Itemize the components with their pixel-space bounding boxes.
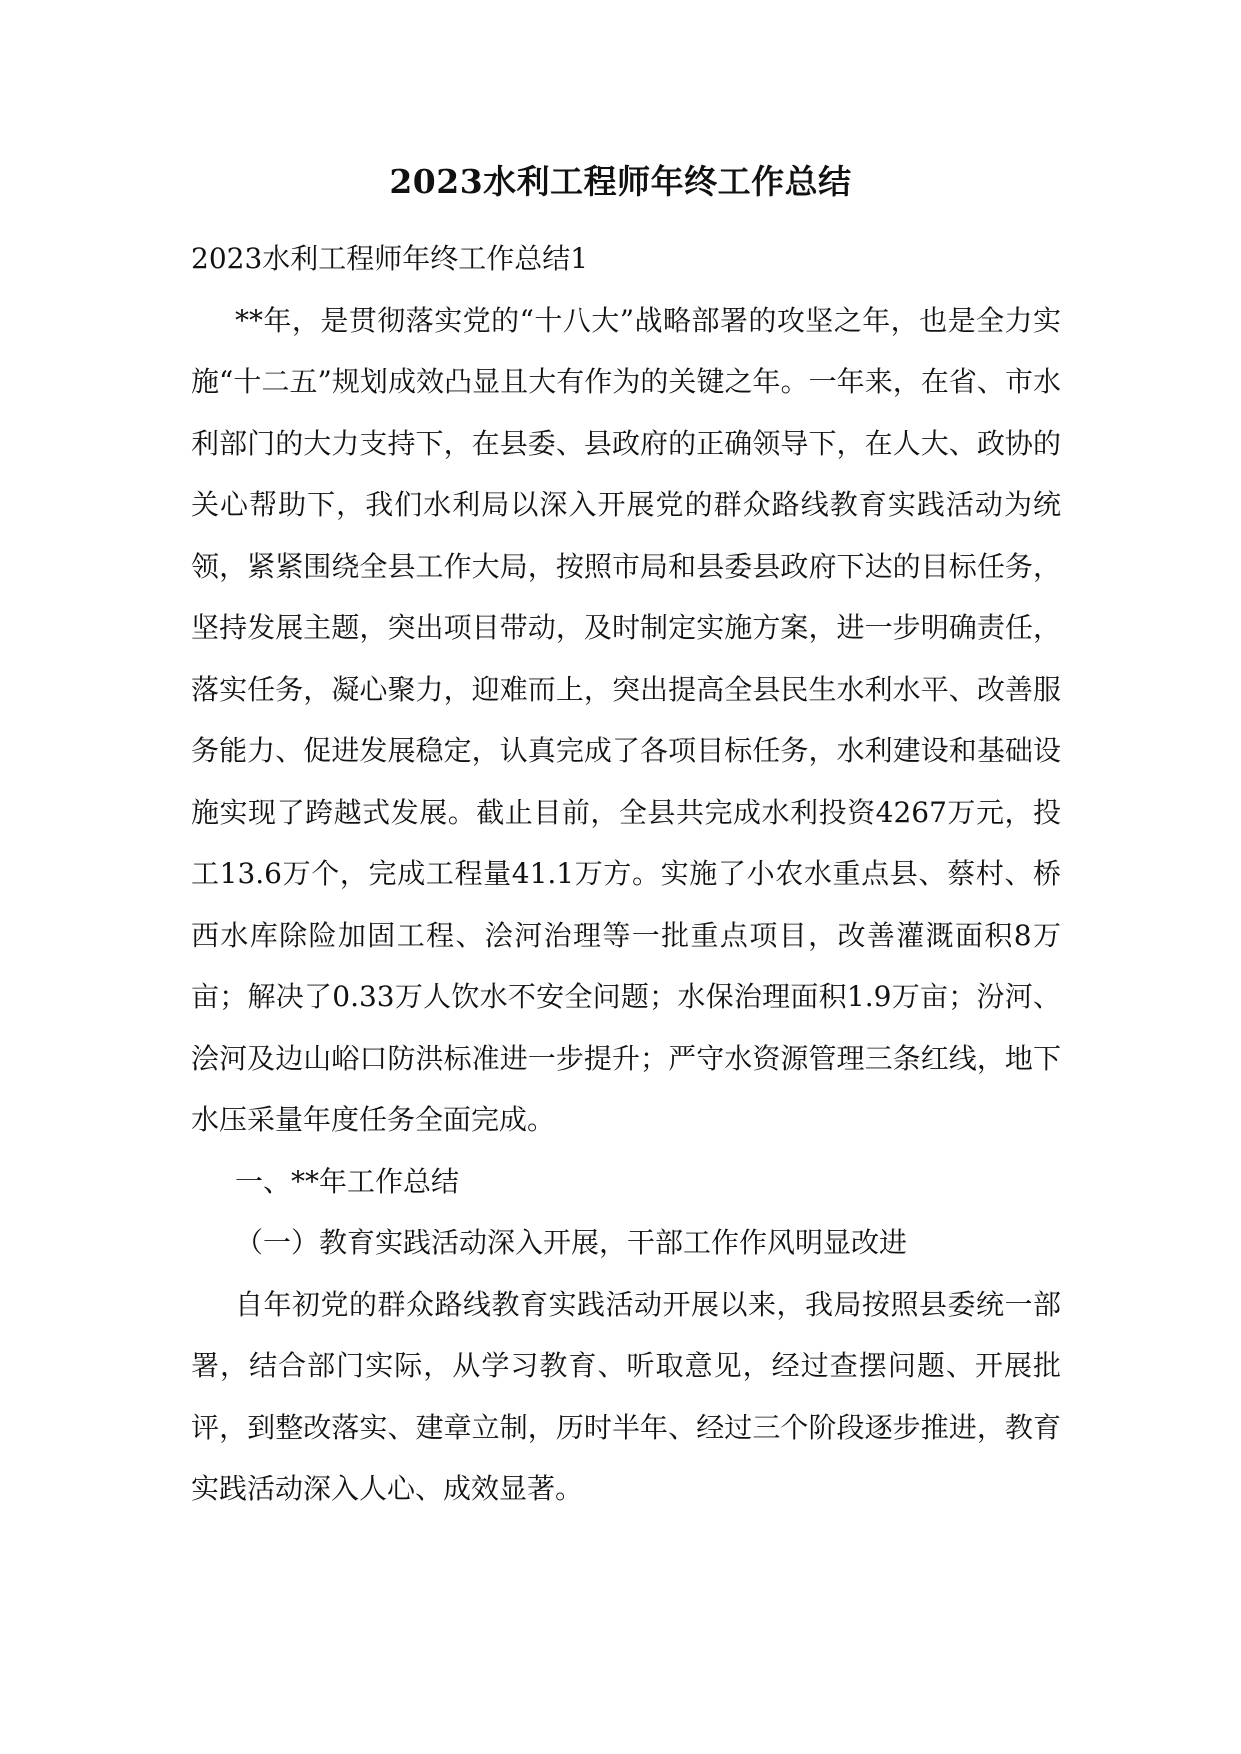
section-heading: 一、**年工作总结 [235,1164,460,1198]
document-title: 2023水利工程师年终工作总结 [389,162,852,201]
subsection-heading: （一）教育实践活动深入开展，干部工作作风明显改进 [235,1226,908,1259]
paragraph-intro: **年，是贯彻落实党的“十八大”战略部署的攻坚之年，也是全力实施“十二五”规划成效凸显且大有作为的关键之年。一年来，在省、市水利部门的大力支持下，在县委、县政府的正确领导下，在人大、政协的关心帮助下，我们水利局以深入开展党的群众路线教育实践活动为统领，紧紧围绕全县工作大局，按照市局和县委县政府下达的目标任务，坚持发展主题，突出项目带动，及时制定实施方案，进一步明确责任，落实任务，凝心聚力，迎难而上，突出提高全县民生水利水平、改善服务能力、促进发展稳定，认真完成了各项目标任务，水利建设和基础设施实现了跨越式发展。截止目前，全县共完成水利投资4267万元，投工13.6万个，完成工程量41.1万方。实施了小农水重点县、蔡村、桥西水库除险加固工程、浍河治理等一批重点项目，改善灌溉面积8万亩；解决了0.33万人饮水不安全问题；水保治理面积1.9万亩；汾河、浍河及边山峪口防洪标准进一步提升；严守水资源管理三条红线，地下水压采量年度任务全面完成。 [191,303,1061,1136]
paragraph-education: 自年初党的群众路线教育实践活动开展以来，我局按照县委统一部署，结合部门实际，从学习教育、听取意见，经过查摆问题、开展批评，到整改落实、建章立制，历时半年、经过三个阶段逐步推进，教育实践活动深入人心、成效显著。 [191,1287,1061,1505]
section-subtitle: 2023水利工程师年终工作总结1 [191,242,589,275]
document-body [191,228,1061,1520]
